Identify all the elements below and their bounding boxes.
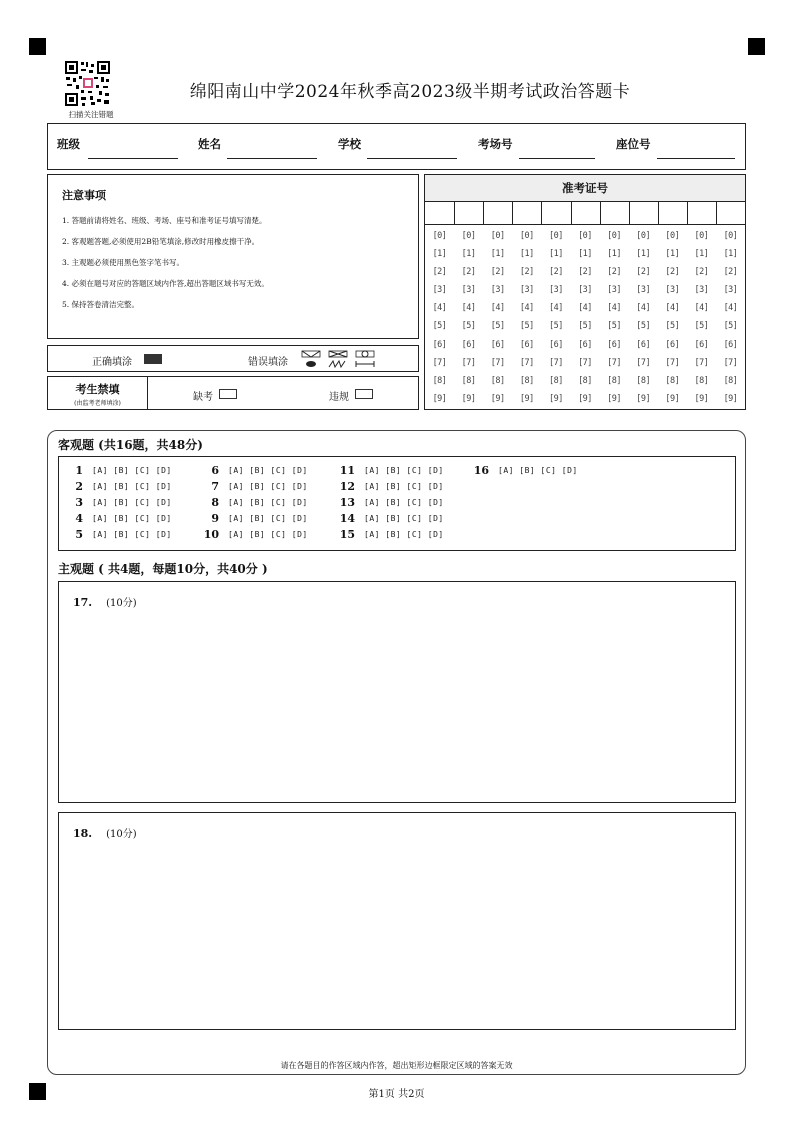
exam-number-bubble[interactable]: [4] bbox=[636, 303, 651, 314]
answer-options[interactable]: [A] [B] [C] [D] bbox=[364, 482, 444, 491]
question-number: 13 bbox=[339, 496, 355, 509]
exam-number-bubble[interactable]: [8] bbox=[665, 375, 680, 386]
exam-number-bubble[interactable]: [3] bbox=[607, 285, 622, 296]
exam-number-box bbox=[424, 174, 746, 410]
answer-options[interactable]: [A] [B] [C] [D] bbox=[228, 530, 308, 539]
violation-label: 违规 bbox=[329, 392, 349, 403]
exam-number-column bbox=[483, 227, 512, 408]
exam-number-bubble[interactable]: [9] bbox=[665, 393, 680, 404]
exam-number-cell-divider bbox=[571, 202, 572, 224]
exam-number-bubble[interactable]: [1] bbox=[548, 249, 563, 260]
exam-number-bubble[interactable]: [4] bbox=[694, 303, 709, 314]
footer-warning: 请在各题目的作答区域内作答，超出矩形边框限定区域的答案无效 bbox=[280, 1061, 513, 1070]
objective-box bbox=[58, 456, 736, 551]
exam-number-bubble[interactable]: [1] bbox=[607, 249, 622, 260]
exam-number-bubble[interactable]: [2] bbox=[665, 267, 680, 278]
notice-item: 4. 必须在题号对应的答题区域内作答,超出答题区域书写无效。 bbox=[62, 279, 269, 288]
exam-number-write-row[interactable] bbox=[425, 224, 745, 225]
answer-options[interactable]: [A] [B] [C] [D] bbox=[92, 466, 172, 475]
exam-number-bubble[interactable]: [8] bbox=[636, 375, 651, 386]
notice-title: 注意事项 bbox=[62, 189, 106, 202]
exam-number-bubble[interactable]: [5] bbox=[461, 321, 476, 332]
name-label: 姓名 bbox=[198, 137, 221, 151]
question-number: 15 bbox=[339, 528, 355, 541]
exam-number-bubble[interactable]: [2] bbox=[461, 267, 476, 278]
exam-number-bubble[interactable]: [1] bbox=[636, 249, 651, 260]
exam-number-bubble[interactable]: [2] bbox=[578, 267, 592, 278]
exam-number-bubble[interactable]: [6] bbox=[519, 339, 534, 350]
question-18-points: (10分) bbox=[106, 829, 137, 840]
seat-field[interactable] bbox=[657, 158, 735, 159]
qr-code-icon bbox=[64, 60, 111, 107]
exam-number-bubble[interactable]: [9] bbox=[694, 393, 709, 404]
exam-number-bubble[interactable]: [3] bbox=[490, 285, 505, 296]
exam-number-bubble[interactable]: [7] bbox=[461, 357, 476, 368]
exam-number-bubble[interactable]: [1] bbox=[694, 249, 709, 260]
exam-number-bubble[interactable]: [2] bbox=[636, 267, 651, 278]
exam-number-bubble[interactable]: [9] bbox=[578, 393, 592, 404]
question-number: 10 bbox=[203, 528, 219, 541]
exam-number-bubble[interactable]: [7] bbox=[519, 357, 534, 368]
exam-number-bubble[interactable]: [1] bbox=[461, 249, 476, 260]
exam-number-bubble[interactable]: [0] bbox=[548, 231, 563, 241]
exam-number-bubble[interactable]: [6] bbox=[694, 339, 709, 350]
exam-number-bubble[interactable]: [6] bbox=[607, 339, 622, 350]
exam-number-cell-divider bbox=[454, 202, 455, 224]
exam-number-column bbox=[687, 227, 716, 408]
exam-number-bubble[interactable]: [7] bbox=[607, 357, 622, 368]
question-number: 4 bbox=[75, 512, 83, 525]
exam-number-cell-divider bbox=[600, 202, 601, 224]
exam-number-cell-divider bbox=[512, 202, 513, 224]
question-number: 14 bbox=[339, 512, 355, 525]
exam-number-bubble[interactable]: [6] bbox=[723, 339, 738, 350]
question-17-label bbox=[73, 594, 137, 609]
exam-number-bubble[interactable]: [0] bbox=[519, 231, 534, 241]
exam-number-bubble[interactable]: [0] bbox=[607, 231, 622, 241]
notice-item: 1. 答题前请将姓名、班级、考场、座号和准考证号填写清楚。 bbox=[62, 216, 267, 225]
exam-number-bubble[interactable]: [6] bbox=[461, 339, 476, 350]
notice-box bbox=[47, 174, 419, 339]
exam-number-bubble[interactable]: [1] bbox=[723, 249, 738, 260]
answer-options[interactable]: [A] [B] [C] [D] bbox=[92, 514, 172, 523]
exam-number-bubble[interactable]: [5] bbox=[636, 321, 651, 332]
forbidden-box bbox=[47, 376, 419, 410]
exam-number-bubble[interactable]: [3] bbox=[432, 285, 447, 296]
exam-number-bubble[interactable]: [1] bbox=[578, 249, 592, 260]
corner-marker-top-left bbox=[29, 38, 46, 55]
exam-number-bubble[interactable]: [1] bbox=[490, 249, 505, 260]
exam-number-bubble[interactable]: [2] bbox=[519, 267, 534, 278]
exam-number-column bbox=[600, 227, 629, 408]
subjective-heading: 主观题 ( 共4题，每题10分，共40分 ) bbox=[58, 562, 268, 576]
exam-number-bubble[interactable]: [4] bbox=[665, 303, 680, 314]
exam-number-bubble[interactable]: [0] bbox=[578, 231, 592, 241]
exam-number-bubble[interactable]: [7] bbox=[548, 357, 563, 368]
question-number: 3 bbox=[75, 496, 83, 509]
exam-number-bubble[interactable]: [3] bbox=[694, 285, 709, 296]
answer-options[interactable]: [A] [B] [C] [D] bbox=[228, 466, 308, 475]
exam-number-bubble[interactable]: [5] bbox=[490, 321, 505, 332]
question-17-points: (10分) bbox=[106, 598, 137, 609]
wrong-fill-label: 错误填涂 bbox=[248, 357, 288, 368]
exam-number-bubble[interactable]: [3] bbox=[636, 285, 651, 296]
exam-number-bubble[interactable]: [8] bbox=[607, 375, 622, 386]
question-number: 11 bbox=[339, 464, 355, 477]
exam-number-cell-divider bbox=[483, 202, 484, 224]
forbidden-subtitle: (由监考老师填涂) bbox=[74, 400, 121, 407]
exam-number-bubble[interactable]: [2] bbox=[490, 267, 505, 278]
exam-number-cell-divider bbox=[541, 202, 542, 224]
exam-number-bubble[interactable]: [9] bbox=[519, 393, 534, 404]
exam-number-bubble[interactable]: [8] bbox=[519, 375, 534, 386]
question-number: 5 bbox=[75, 528, 83, 541]
corner-marker-bottom-left bbox=[29, 1083, 46, 1100]
answer-options[interactable]: [A] [B] [C] [D] bbox=[92, 530, 172, 539]
exam-number-cell-divider bbox=[716, 202, 717, 224]
exam-number-bubble[interactable]: [9] bbox=[461, 393, 476, 404]
question-17-answer-area[interactable] bbox=[58, 581, 736, 803]
exam-number-bubble[interactable]: [9] bbox=[636, 393, 651, 404]
exam-number-bubble[interactable]: [7] bbox=[490, 357, 505, 368]
page-number: 第1页 共2页 bbox=[368, 1089, 425, 1100]
correct-fill-swatch bbox=[144, 354, 162, 364]
exam-number-bubble[interactable]: [3] bbox=[578, 285, 592, 296]
exam-number-bubble[interactable]: [3] bbox=[461, 285, 476, 296]
answer-options[interactable]: [A] [B] [C] [D] bbox=[364, 498, 444, 507]
question-18-number: 18. bbox=[73, 827, 93, 840]
exam-number-bubble[interactable]: [0] bbox=[636, 231, 651, 241]
exam-number-bubble[interactable]: [0] bbox=[723, 231, 738, 241]
exam-number-bubble[interactable]: [4] bbox=[519, 303, 534, 314]
question-number: 9 bbox=[211, 512, 219, 525]
school-label: 学校 bbox=[338, 137, 361, 151]
answer-options[interactable]: [A] [B] [C] [D] bbox=[364, 530, 444, 539]
seat-label: 座位号 bbox=[616, 137, 651, 151]
question-number: 8 bbox=[211, 496, 219, 509]
exam-number-bubble[interactable]: [4] bbox=[461, 303, 476, 314]
notice-item: 2. 客观题答题,必须使用2B铅笔填涂,修改时用橡皮擦干净。 bbox=[62, 237, 260, 246]
exam-number-bubble[interactable]: [8] bbox=[578, 375, 592, 386]
forbidden-title: 考生禁填 bbox=[75, 383, 120, 396]
exam-number-bubble[interactable]: [2] bbox=[694, 267, 709, 278]
answer-options[interactable]: [A] [B] [C] [D] bbox=[228, 482, 308, 491]
exam-number-bubble[interactable]: [9] bbox=[607, 393, 622, 404]
question-number: 2 bbox=[75, 480, 83, 493]
question-17-number: 17. bbox=[73, 596, 93, 609]
exam-number-bubble[interactable]: [0] bbox=[490, 231, 505, 241]
exam-number-bubble[interactable]: [4] bbox=[607, 303, 622, 314]
exam-number-bubble[interactable]: [8] bbox=[694, 375, 709, 386]
exam-number-bubble[interactable]: [7] bbox=[578, 357, 592, 368]
exam-number-bubble[interactable]: [0] bbox=[432, 231, 447, 241]
room-field[interactable] bbox=[519, 158, 595, 159]
exam-number-bubble[interactable]: [8] bbox=[723, 375, 738, 386]
student-info-box bbox=[47, 123, 746, 170]
exam-number-bubble[interactable]: [5] bbox=[607, 321, 622, 332]
exam-number-title: 准考证号 bbox=[425, 175, 745, 202]
exam-number-bubble[interactable]: [2] bbox=[723, 267, 738, 278]
objective-heading: 客观题 (共16题，共48分) bbox=[58, 438, 203, 452]
exam-number-column bbox=[571, 227, 600, 408]
exam-number-bubble[interactable]: [9] bbox=[548, 393, 563, 404]
exam-number-bubble[interactable]: [6] bbox=[578, 339, 592, 350]
exam-number-bubble[interactable]: [6] bbox=[636, 339, 651, 350]
exam-number-bubble[interactable]: [4] bbox=[432, 303, 447, 314]
notice-item: 5. 保持答卷清洁完整。 bbox=[62, 300, 140, 309]
exam-number-bubble[interactable]: [1] bbox=[519, 249, 534, 260]
exam-number-column bbox=[454, 227, 483, 408]
absent-label: 缺考 bbox=[193, 392, 213, 403]
exam-number-bubble[interactable]: [7] bbox=[665, 357, 680, 368]
violation-checkbox[interactable] bbox=[355, 389, 373, 399]
answer-options[interactable]: [A] [B] [C] [D] bbox=[228, 498, 308, 507]
exam-number-column bbox=[425, 227, 454, 408]
exam-number-bubble[interactable]: [8] bbox=[548, 375, 563, 386]
correct-fill-label: 正确填涂 bbox=[92, 357, 132, 368]
wrong-fill-icon bbox=[301, 349, 379, 369]
exam-number-column bbox=[512, 227, 541, 408]
exam-number-bubble[interactable]: [7] bbox=[636, 357, 651, 368]
corner-marker-top-right bbox=[748, 38, 765, 55]
exam-number-bubble[interactable]: [5] bbox=[548, 321, 563, 332]
exam-number-cell-divider bbox=[658, 202, 659, 224]
exam-number-cell-divider bbox=[687, 202, 688, 224]
exam-number-bubble[interactable]: [9] bbox=[723, 393, 738, 404]
exam-number-column bbox=[541, 227, 570, 408]
exam-number-bubble[interactable]: [1] bbox=[432, 249, 447, 260]
exam-number-column bbox=[716, 227, 745, 408]
exam-number-bubble[interactable]: [8] bbox=[461, 375, 476, 386]
exam-number-bubble[interactable]: [5] bbox=[665, 321, 680, 332]
exam-number-bubble[interactable]: [4] bbox=[723, 303, 738, 314]
exam-number-bubble[interactable]: [5] bbox=[723, 321, 738, 332]
class-label: 班级 bbox=[57, 137, 80, 151]
exam-number-bubble[interactable]: [0] bbox=[665, 231, 680, 241]
class-field[interactable] bbox=[88, 158, 178, 159]
exam-number-bubble[interactable]: [0] bbox=[461, 231, 476, 241]
question-number: 12 bbox=[339, 480, 355, 493]
exam-number-bubble[interactable]: [9] bbox=[432, 393, 447, 404]
exam-number-bubble[interactable]: [6] bbox=[432, 339, 447, 350]
exam-number-column bbox=[629, 227, 658, 408]
exam-number-bubble[interactable]: [4] bbox=[578, 303, 592, 314]
exam-number-bubble[interactable]: [2] bbox=[607, 267, 622, 278]
exam-number-bubble[interactable]: [3] bbox=[548, 285, 563, 296]
qr-caption: 扫描关注错题 bbox=[68, 110, 114, 119]
forbidden-title-cell bbox=[48, 377, 148, 409]
name-field[interactable] bbox=[227, 158, 317, 159]
exam-number-bubble[interactable]: [9] bbox=[490, 393, 505, 404]
notice-item: 3. 主观题必须使用黑色签字笔书写。 bbox=[62, 258, 185, 267]
exam-number-bubble[interactable]: [3] bbox=[519, 285, 534, 296]
exam-number-bubble[interactable]: [3] bbox=[665, 285, 680, 296]
question-number: 7 bbox=[211, 480, 219, 493]
exam-number-bubble[interactable]: [4] bbox=[548, 303, 563, 314]
absent-checkbox[interactable] bbox=[219, 389, 237, 399]
answer-options[interactable]: [A] [B] [C] [D] bbox=[92, 498, 172, 507]
school-field[interactable] bbox=[367, 158, 457, 159]
answer-options[interactable]: [A] [B] [C] [D] bbox=[364, 514, 444, 523]
exam-number-cell-divider bbox=[629, 202, 630, 224]
question-number: 6 bbox=[211, 464, 219, 477]
exam-number-bubble[interactable]: [5] bbox=[432, 321, 447, 332]
exam-number-bubble[interactable]: [2] bbox=[432, 267, 447, 278]
exam-number-bubble[interactable]: [5] bbox=[694, 321, 709, 332]
exam-number-bubble[interactable]: [7] bbox=[723, 357, 738, 368]
exam-number-bubble[interactable]: [5] bbox=[578, 321, 592, 332]
exam-number-bubble[interactable]: [6] bbox=[548, 339, 563, 350]
answer-options[interactable]: [A] [B] [C] [D] bbox=[228, 514, 308, 523]
answer-options[interactable]: [A] [B] [C] [D] bbox=[92, 482, 172, 491]
room-label: 考场号 bbox=[478, 137, 513, 151]
exam-number-bubble[interactable]: [8] bbox=[490, 375, 505, 386]
answer-options[interactable]: [A] [B] [C] [D] bbox=[364, 466, 444, 475]
exam-number-bubble[interactable]: [7] bbox=[694, 357, 709, 368]
exam-number-bubble[interactable]: [6] bbox=[665, 339, 680, 350]
exam-number-bubble[interactable]: [0] bbox=[694, 231, 709, 241]
exam-number-bubble[interactable]: [2] bbox=[548, 267, 563, 278]
exam-number-bubble[interactable]: [6] bbox=[490, 339, 505, 350]
exam-number-bubble[interactable]: [3] bbox=[723, 285, 738, 296]
question-number: 1 bbox=[75, 464, 83, 477]
page-title: 绵阳南山中学2024年秋季高2023级半期考试政治答题卡 bbox=[189, 82, 631, 102]
question-number: 16 bbox=[473, 464, 489, 477]
exam-number-bubble[interactable]: [4] bbox=[490, 303, 505, 314]
exam-number-bubble[interactable]: [5] bbox=[519, 321, 534, 332]
fill-example-box bbox=[47, 345, 419, 372]
exam-number-bubble[interactable]: [1] bbox=[665, 249, 680, 260]
question-18-answer-area[interactable] bbox=[58, 812, 736, 1030]
exam-number-bubble[interactable]: [7] bbox=[432, 357, 447, 368]
exam-number-bubble[interactable]: [8] bbox=[432, 375, 447, 386]
answer-options[interactable]: [A] [B] [C] [D] bbox=[498, 466, 578, 475]
question-18-label bbox=[73, 825, 137, 840]
exam-number-column bbox=[658, 227, 687, 408]
